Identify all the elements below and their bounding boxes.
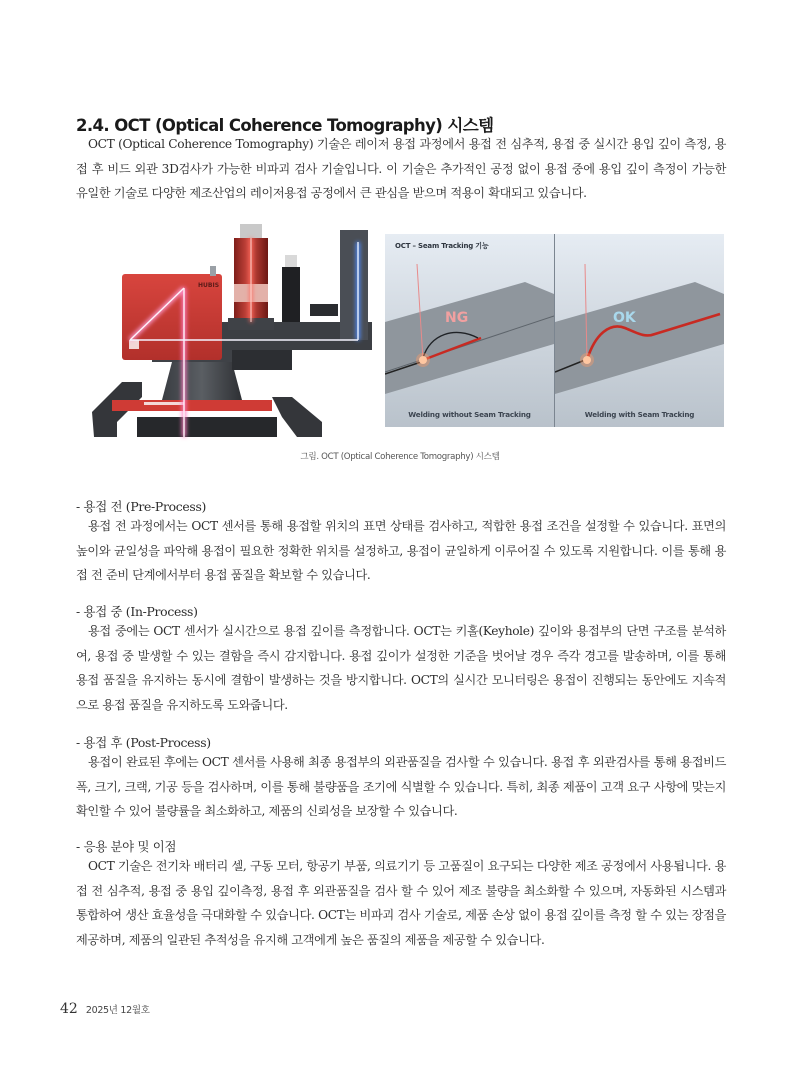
- page-footer: [60, 1001, 150, 1017]
- seam-tracking-title: OCT – Seam Tracking 기능: [395, 242, 489, 250]
- subsection-body-in: [76, 619, 726, 717]
- ng-caption: Welding without Seam Tracking: [408, 410, 531, 419]
- subsection-heading-applications: - 응용 분야 및 이점: [76, 839, 177, 854]
- section-title: 2.4. OCT (Optical Coherence Tomography) 시스템: [76, 116, 494, 135]
- ok-caption: Welding with Seam Tracking: [584, 410, 695, 419]
- seam-panel-ok: [555, 234, 724, 427]
- seam-panel-ng: [385, 234, 554, 427]
- subsection-body-post: [76, 750, 726, 824]
- page-number: 42: [60, 1001, 78, 1017]
- svg-text:HUBIS: HUBIS: [198, 282, 220, 289]
- figure-caption: 그림. OCT (Optical Coherence Tomography) 시스템: [300, 452, 500, 462]
- applications-text: OCT 기술은 전기차 배터리 셀, 구동 모터, 항공기 부품, 의료기기 등 고품질이 요구되는 다양한 제조 공정에서 사용됩니다. 용접 전 심추적, 용접 중 용입 깊이측정, 용접 후 외관품질을 검사 할 수 있어 제조 불량을 최소화할 수 있으며, 자동화된 시스템과 통합하여 생산 효율성을 극대화할 수 있습니다. OCT는 비파괴 검사 기술로, 제품 손상 없이 용접 깊이를 측정 할 수 있는 장점을 제공하며, 제품의 일관된 추적성을 유지해 고객에게 높은 품질의 제품을 제공할 수 있습니다.: [76, 859, 726, 947]
- subsection-heading-pre: - 용접 전 (Pre-Process): [76, 499, 207, 514]
- in-process-text: 용접 중에는 OCT 센서가 실시간으로 용접 깊이를 측정합니다. OCT는 키홀(Keyhole) 깊이와 용접부의 단면 구조를 분석하여, 용접 중 발생할 수 있는 결함을 즉시 감지합니다. 용접 깊이가 설정한 기준을 벗어날 경우 즉각 경고를 발송하며, 이를 통해 용접 품질을 유지하는 동시에 결함이 발생하는 것을 방지합니다. OCT의 실시간 모니터링은 용접이 진행되는 동안에도 지속적으로 용접 품질을 유지하도록 도와줍니다.: [76, 624, 726, 712]
- ok-label: OK: [613, 310, 636, 326]
- oct-machine-image: [82, 222, 380, 448]
- intro-text: OCT (Optical Coherence Tomography) 기술은 레이저 용접 과정에서 용접 전 심추적, 용접 중 실시간 용입 깊이 측정, 용접 후 비드 외관 3D검사가 가능한 비파괴 검사 기술입니다. 이 기술은 추가적인 공정 없이 용접 중에 용입 깊이 측정이 가능한 유일한 기술로 다양한 제조산업의 레이저용접 공정에서 큰 관심을 받으며 적용이 확대되고 있습니다.: [76, 137, 726, 200]
- subsection-body-applications: [76, 854, 726, 952]
- post-process-text: 용접이 완료된 후에는 OCT 센서를 사용해 최종 용접부의 외관품질을 검사할 수 있습니다. 용접 후 외관검사를 통해 용접비드 폭, 크기, 크랙, 기공 등을 검사하며, 이를 통해 불량품을 조기에 식별할 수 있습니다. 특히, 최종 제품이 고객 요구 사항에 맞는지 확인할 수 있어 불량률을 최소화하고, 제품의 신뢰성을 보장할 수 있습니다.: [76, 755, 726, 818]
- seam-tracking-image: [385, 234, 724, 427]
- ng-label: NG: [445, 310, 469, 326]
- subsection-heading-in: - 용접 중 (In-Process): [76, 604, 198, 619]
- subsection-heading-post: - 용접 후 (Post-Process): [76, 735, 211, 750]
- subsection-body-pre: [76, 514, 726, 588]
- intro-paragraph: [76, 132, 726, 206]
- issue-date: 2025년 12월호: [85, 1005, 150, 1016]
- pre-process-text: 용접 전 과정에서는 OCT 센서를 통해 용접할 위치의 표면 상태를 검사하고, 적합한 용접 조건을 설정할 수 있습니다. 표면의 높이와 균일성을 파악해 용접이 필요한 정확한 위치를 설정하고, 용접이 균일하게 이루어질 수 있도록 지원합니다. 이를 통해 용접 전 준비 단계에서부터 용접 품질을 확보할 수 있습니다.: [76, 519, 726, 582]
